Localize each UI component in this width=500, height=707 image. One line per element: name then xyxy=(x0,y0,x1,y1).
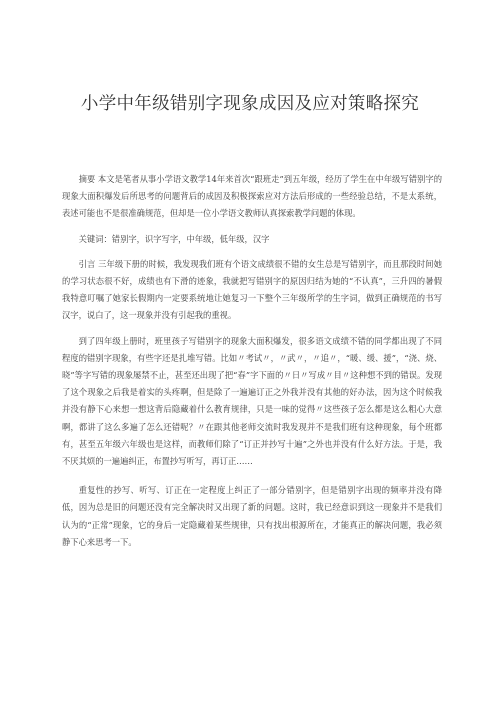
intro-paragraph: 引言 三年级下册的时候，我发现我们班有个语文成绩很不错的女生总是写错别字，而且那段时间她的学习状态很不好，成绩也有下滑的迹象，我就把写错别字的原因归结为她的“不认真”，三升四的暑假我特意叮嘱了她家长假期内一定要系统地让她复习一下整个三年级所学的生字词，做到正确规范的书写汉字，说白了，这一现象并没有引起我的重视。 xyxy=(62,258,442,321)
abstract-paragraph: 摘要 本文是笔者从事小学语文教学14年来首次“跟班走”到五年级，经历了学生在中年级写错别字的现象大面积爆发后所思考的问题背后的成因及积极探索应对方法后形成的一些经验总结，不是太系统，表述可能也不是很准确规范，但却是一位小学语文教师认真探索教学问题的体现。 xyxy=(62,174,442,219)
document-body xyxy=(62,171,442,551)
keywords-paragraph: 关键词：错别字，识字写字，中年级，低年级，汉字 xyxy=(78,233,270,244)
document-title: 小学中年级错别字现象成因及应对策略探究 xyxy=(80,94,420,114)
body-paragraph: 到了四年级上册时，班里孩子写错别字的现象大面积爆发，很多语文成绩不错的同学都出现了不同程度的错别字现象，有些字还是扎堆写错。比如〃考试〃，〃武〃，〃追〃，“暖、缓、援”，“浇、烧、晓”等字写错的现象屡禁不止，甚至还出现了把“春”字下面的〃日〃写成〃目〃这种想不到的错误。发现了这个现象之后我是着实的头疼啊，但是除了一遍遍订正之外我并没有其他的好办法，因为这个时候我并没有静下心来想一想这背后隐藏着什么教育规律，只是一味的觉得〃这些孩子怎么都是这么粗心大意啊，都讲了这么多遍了怎么还错呢？〃在跟其他老师交流时我发现并不是我们班有这种现象，每个班都有，甚至五年级六年级也是这样，而教师们除了“订正并抄写十遍”之外也并没有什么好方法。于是，我不厌其烦的一遍遍纠正，布置抄写听写，再订正…… xyxy=(62,335,442,467)
body-paragraph: 重复性的抄写、听写、订正在一定程度上纠正了一部分错别字，但是错别字出现的频率并没有降低，因为总是旧的问题还没有完全解决时又出现了新的问题。这时，我已经意识到这一现象并不是我们认为的“正常”现象，它的身后一定隐藏着某些规律，只有找出根源所在，才能真正的解决问题，我必须静下心来思考一下。 xyxy=(62,485,442,547)
